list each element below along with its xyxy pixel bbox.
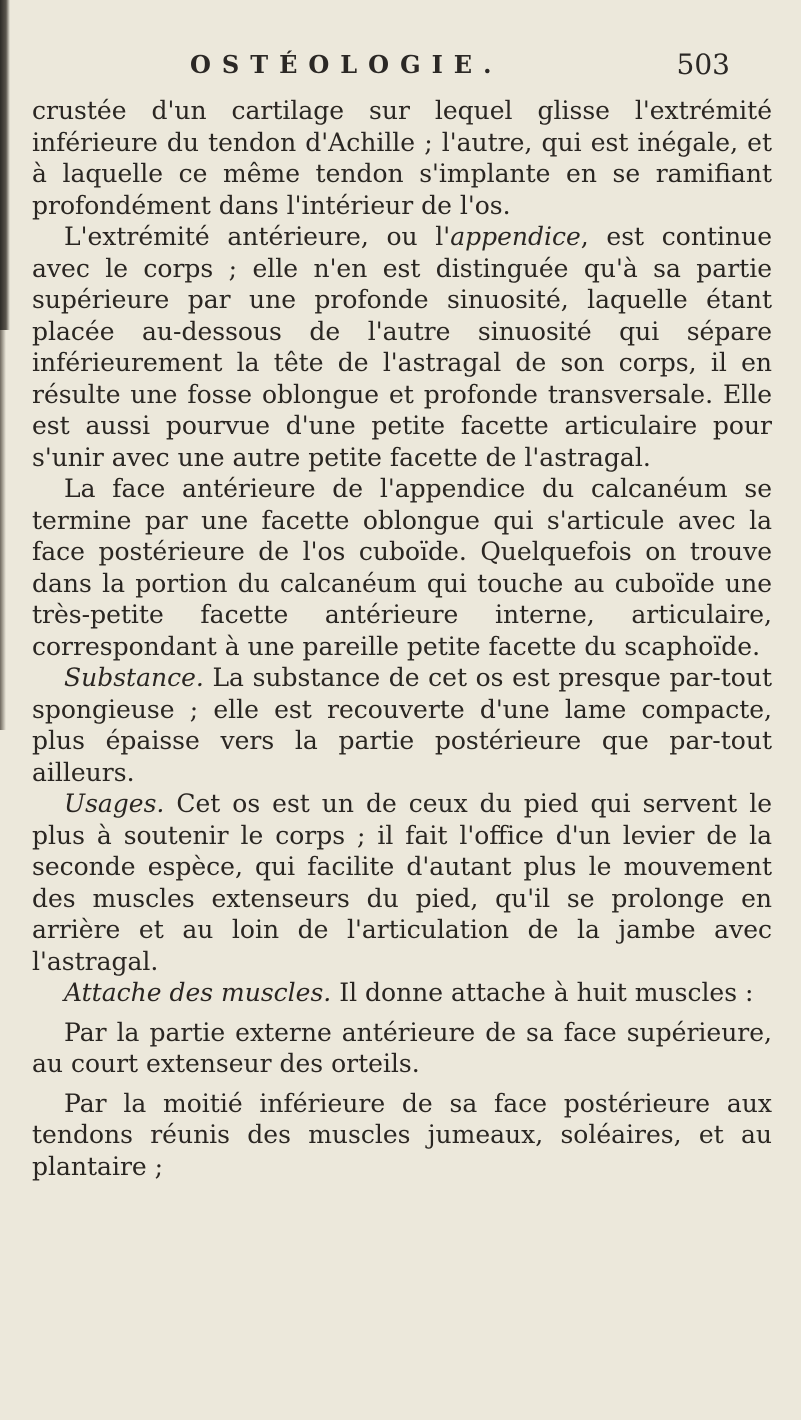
paragraph-extremite-anterieure: [32, 221, 772, 473]
paragraph-lead: L'extrémité antérieure, ou l': [64, 222, 451, 251]
heading-substance: Substance.: [64, 663, 204, 692]
paragraph-face-anterieure: La face antérieure de l'appendice du calcanéum se termine par une facette oblongue qui s'articule avec la face postérieure de l'os cuboïde. Quelquefois on trouve dans la portion du calcanéum qui touche au cuboïde une très-petite facette antérieure interne, articulaire, correspondant à une pareille petite facette du scaphoïde.: [32, 474, 772, 661]
running-head: OSTÉOLOGIE.: [190, 50, 503, 79]
paragraph-attache: [32, 977, 772, 1009]
page-header: [190, 48, 730, 82]
term-appendice: appendice: [450, 222, 581, 251]
binding-shadow: [0, 0, 10, 330]
paragraph-body: La substance de cet os est presque par-tout spongieuse ; elle est recouverte d'une lame compacte, plus épaisse vers la partie postérieure que par-tout ailleurs.: [32, 663, 772, 787]
page-number: 503: [676, 48, 730, 81]
spacer: [32, 1009, 772, 1017]
paragraph-calcaneum-posterior: crustée d'un cartilage sur lequel glisse l'extrémité inférieure du tendon d'Achille ; l'autre, qui est inégale, et à laquelle ce même tendon s'implante en se ramifiant profondément dans l'intérieur de l'os.: [32, 96, 772, 220]
paragraph-body: , est continue avec le corps ; elle n'en est distinguée qu'à sa partie supérieure par une profonde sinuosité, laquelle étant placée au-dessous de l'autre sinuosité qui sépare inférieurement la tête de l'astragal de son corps, il en résulte une fosse oblongue et profonde transversale. Elle est aussi pourvue d'une petite facette articulaire pour s'unir avec une autre petite facette de l'astragal.: [32, 222, 772, 472]
paragraph-body: Il donne attache à huit muscles :: [331, 978, 754, 1007]
paragraph-body: Cet os est un de ceux du pied qui servent le plus à soutenir le corps ; il fait l'office d'un levier de la seconde espèce, qui facilite d'autant plus le mouvement des muscles extenseurs du pied, qu'il se prolonge en arrière et au loin de l'articulation de la jambe avec l'astragal.: [32, 789, 772, 976]
paragraph-substance: [32, 662, 772, 788]
paragraph-tendons-reunis: Par la moitié inférieure de sa face postérieure aux tendons réunis des muscles jumeaux, soléaires, et au plantaire ;: [32, 1088, 772, 1181]
heading-usages: Usages.: [64, 789, 165, 818]
paragraph-usages: [32, 788, 772, 977]
heading-attache-des-muscles: Attache des muscles.: [64, 978, 332, 1007]
paragraph-court-extenseur: Par la partie externe antérieure de sa face supérieure, au court extenseur des orteils.: [32, 1017, 772, 1078]
body-text: [32, 95, 772, 1182]
spacer: [32, 1080, 772, 1088]
binding-shadow-lower: [0, 330, 6, 730]
